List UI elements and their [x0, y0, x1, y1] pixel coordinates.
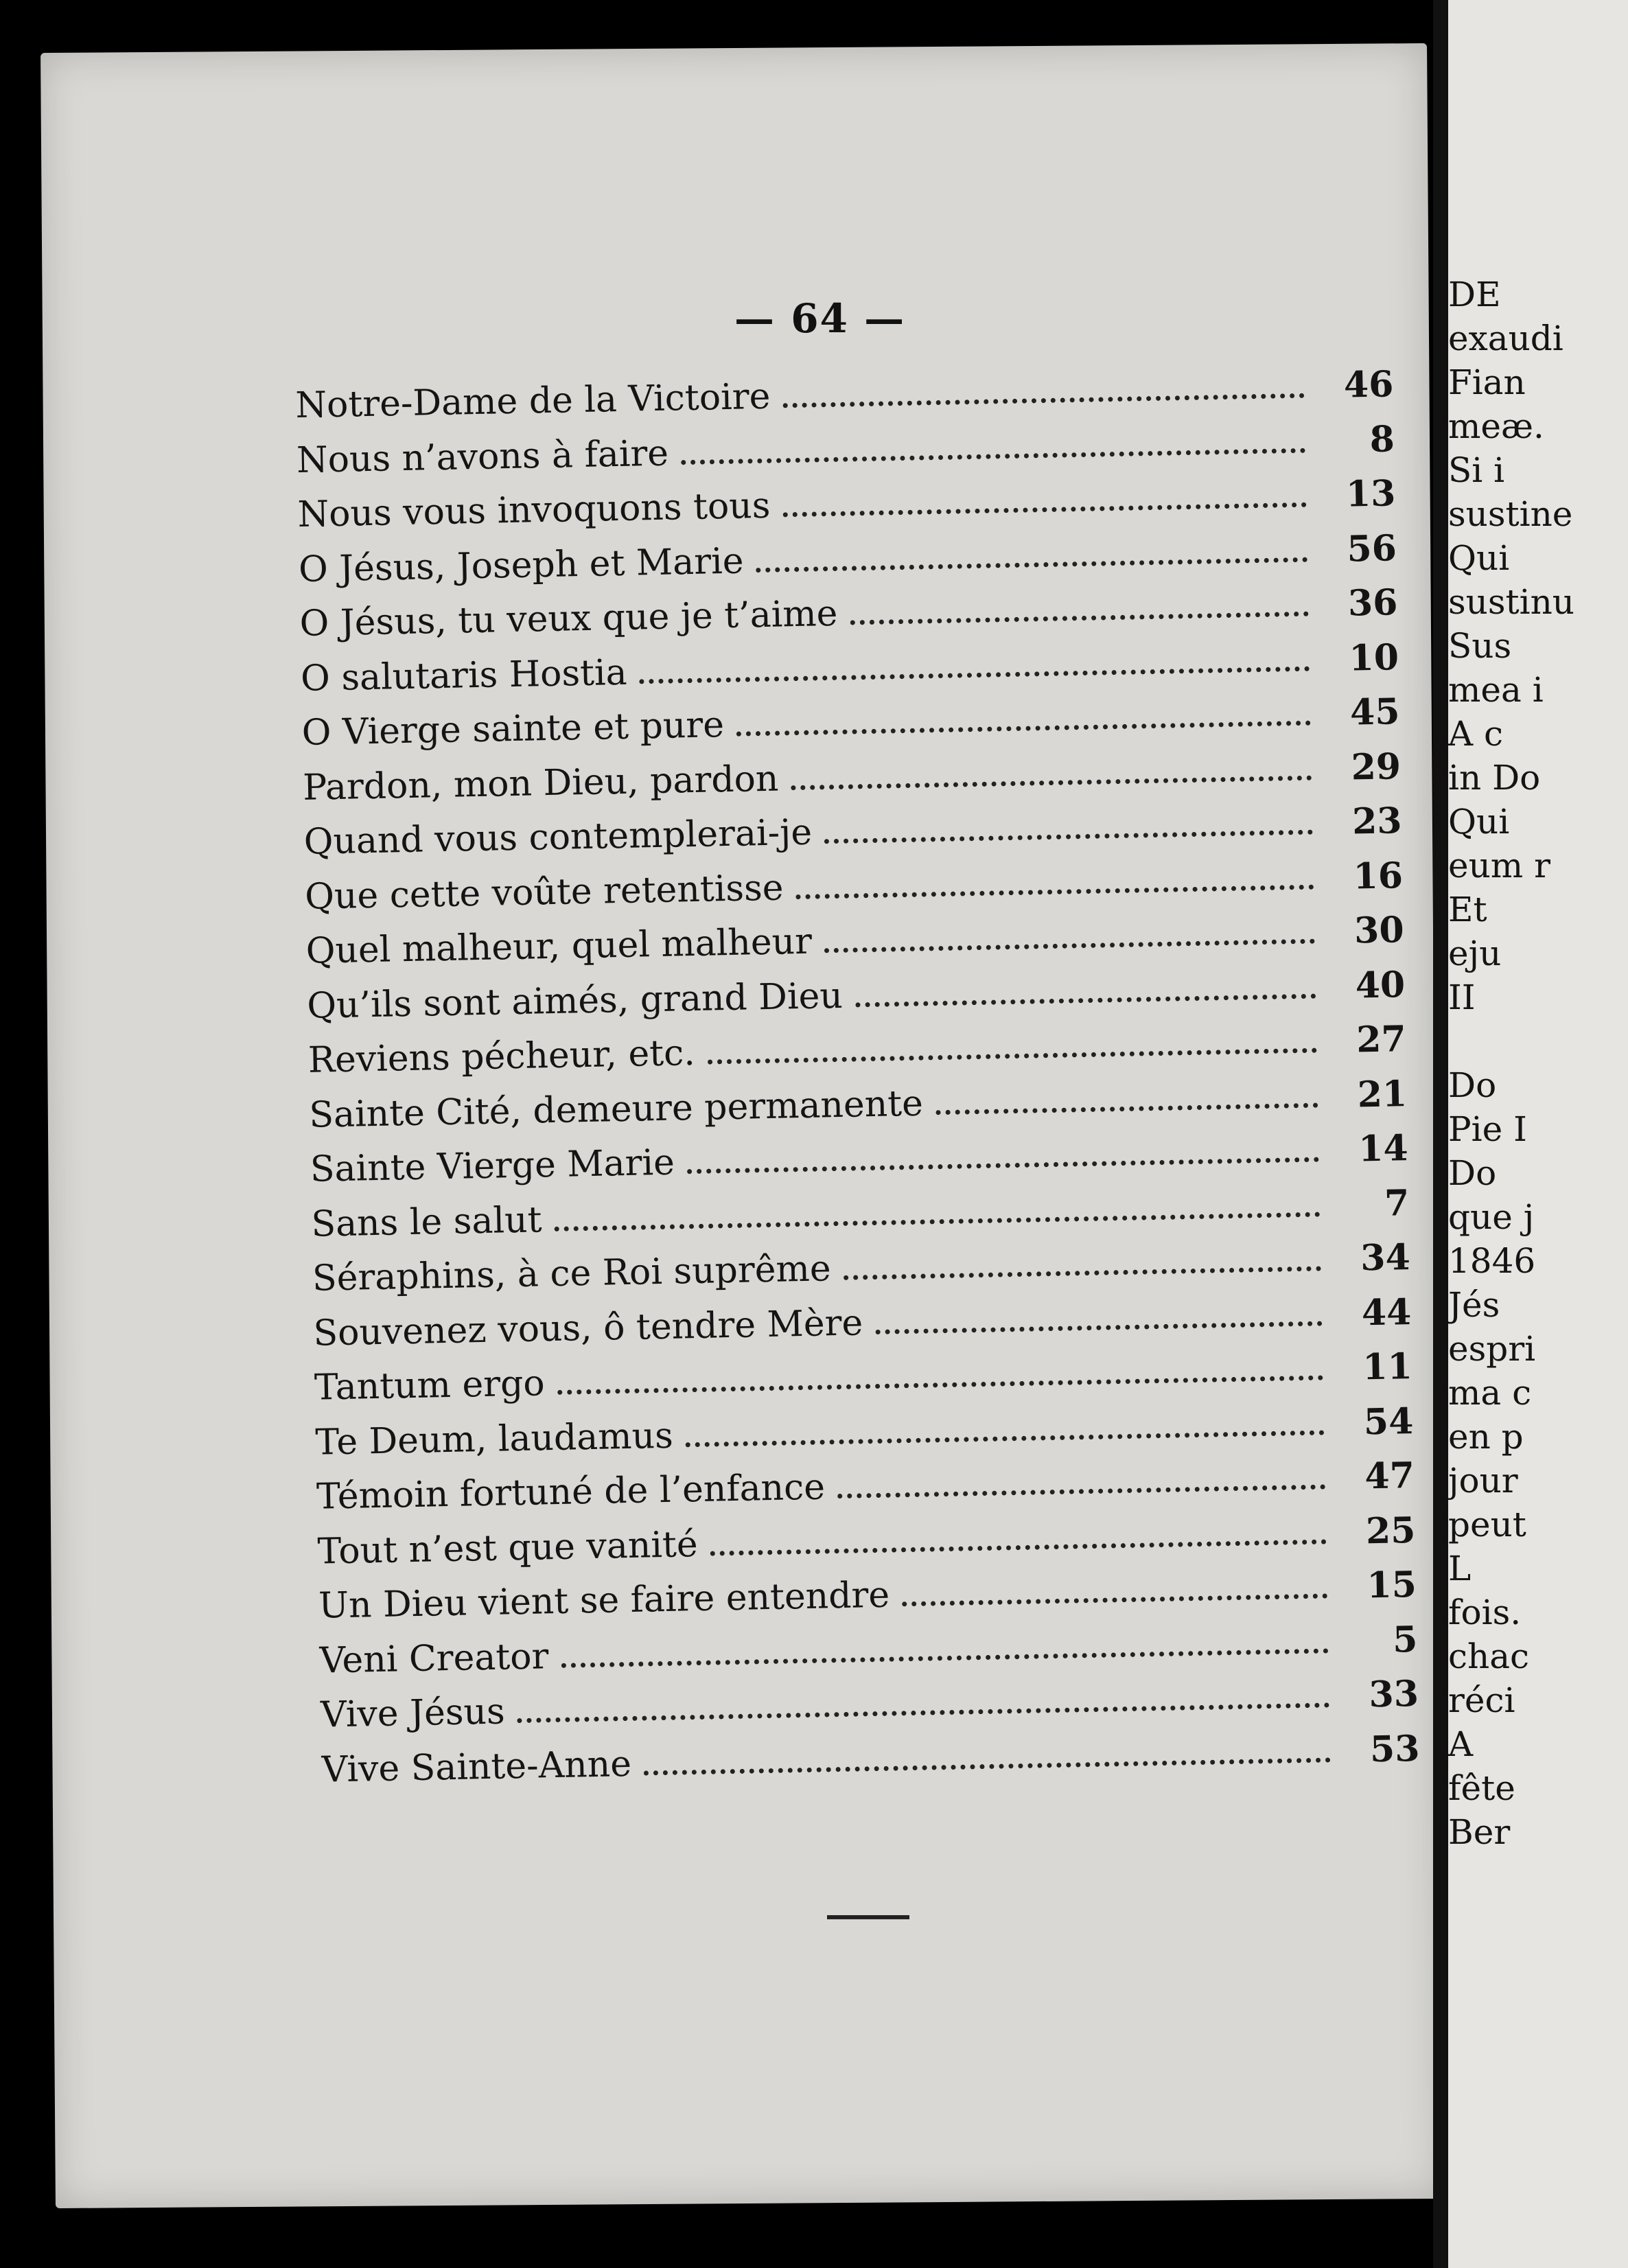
dot-leader [557, 1376, 1323, 1395]
dot-leader [824, 830, 1313, 844]
facing-page-line: Ber [1448, 1812, 1511, 1852]
dot-leader [640, 666, 1310, 684]
toc-entry-title: Vive Sainte-Anne [321, 1743, 632, 1791]
book-spine [1433, 0, 1448, 2268]
toc-entry-page: 46 [1343, 363, 1394, 406]
toc-entry-title: Te Deum, laudamus [315, 1415, 674, 1463]
toc-entry-page: 7 [1384, 1181, 1410, 1225]
toc-entry-title: Veni Creator [319, 1635, 549, 1682]
dot-leader [844, 1266, 1321, 1280]
toc-entry-page: 14 [1358, 1127, 1409, 1170]
toc-entry-page: 56 [1346, 526, 1397, 570]
toc-entry-page: 13 [1345, 472, 1396, 516]
right-page [1448, 0, 1628, 2268]
toc-entry-page: 5 [1392, 1618, 1418, 1661]
dot-leader [756, 557, 1308, 572]
dot-leader [555, 1212, 1321, 1231]
toc-entry-title: Sans le salut [310, 1199, 542, 1245]
facing-page-line: réci [1448, 1680, 1515, 1720]
toc-entry-page: 8 [1369, 417, 1395, 461]
toc-entry-title: Reviens pécheur, etc. [307, 1032, 696, 1081]
facing-page-line: sustinu [1448, 582, 1575, 622]
facing-page-line: espri [1448, 1329, 1536, 1369]
dot-leader [796, 884, 1314, 899]
dot-leader [736, 721, 1311, 737]
toc-entry-title: O Vierge sainte et pure [301, 704, 725, 754]
toc-entry-page: 11 [1362, 1345, 1413, 1389]
facing-page-line: Et [1448, 890, 1487, 929]
facing-page-line: in Do [1448, 758, 1541, 798]
facing-page-line: ma c [1448, 1373, 1532, 1413]
toc-entry-title: Tout n’est que vanité [317, 1523, 699, 1573]
toc-entry-title: Vive Jésus [320, 1691, 506, 1736]
facing-page-line: II [1448, 977, 1476, 1017]
facing-page-line: eju [1448, 934, 1502, 973]
toc-entry-title: O Jésus, tu veux que je t’aime [299, 592, 838, 645]
dot-leader [681, 448, 1305, 464]
dot-leader [686, 1430, 1325, 1447]
toc-entry-title: Sainte Vierge Marie [310, 1142, 675, 1190]
dot-leader [708, 1048, 1317, 1065]
dot-leader [791, 775, 1312, 790]
facing-page-line: exaudi [1448, 319, 1563, 358]
toc-entry-page: 30 [1353, 909, 1405, 952]
toc-entry-title: Quand vous contemplerai-je [303, 811, 813, 863]
toc-entry-title: Nous vous invoquons tous [297, 485, 771, 535]
facing-page-line: Do [1448, 1153, 1497, 1193]
dot-leader [518, 1702, 1329, 1723]
toc-entry-page: 44 [1361, 1291, 1412, 1334]
dot-leader [782, 393, 1304, 408]
toc-entry-page: 15 [1366, 1563, 1417, 1607]
toc-entry-title: Nous n’avons à faire [296, 432, 669, 481]
facing-page-line: Qui [1448, 802, 1510, 842]
page-number: — 64 — [734, 295, 906, 342]
dot-leader [855, 993, 1316, 1007]
facing-page-line: A [1448, 1724, 1474, 1764]
toc-entry-page: 25 [1365, 1509, 1416, 1552]
dot-leader [850, 612, 1309, 625]
facing-page-line: Jés [1448, 1285, 1500, 1325]
toc-entry-title: Que cette voûte retentisse [304, 866, 784, 918]
table-of-contents [295, 363, 1420, 1803]
facing-page-line: Sus [1448, 626, 1512, 666]
dot-leader [837, 1484, 1325, 1498]
dot-leader [783, 502, 1307, 518]
dot-leader [644, 1757, 1331, 1775]
toc-entry-page: 34 [1360, 1236, 1411, 1280]
dot-leader [824, 939, 1315, 953]
dot-leader [902, 1593, 1327, 1606]
toc-entry-title: Séraphins, à ce Roi suprême [312, 1248, 832, 1299]
toc-entry-page: 53 [1369, 1727, 1421, 1770]
facing-page-line: eum r [1448, 846, 1550, 886]
facing-page-line: en p [1448, 1417, 1524, 1457]
facing-page-line: Qui [1448, 538, 1510, 578]
toc-entry-title: O salutaris Hostia [300, 651, 628, 699]
toc-entry-page: 54 [1363, 1400, 1414, 1443]
facing-page-text [1448, 275, 1628, 1856]
facing-page-line: Do [1448, 1065, 1497, 1105]
end-rule [827, 1915, 909, 1919]
facing-page-line: que j [1448, 1197, 1535, 1237]
toc-entry-page: 23 [1351, 800, 1403, 843]
toc-entry-page: 45 [1349, 691, 1401, 734]
toc-entry-page: 33 [1368, 1672, 1419, 1716]
toc-entry-title: Sainte Cité, demeure permanente [308, 1083, 924, 1136]
facing-page-line: L [1448, 1549, 1472, 1588]
toc-entry-page: 16 [1353, 854, 1404, 898]
facing-page-line: fois. [1448, 1593, 1522, 1632]
toc-entry-title: Notre-Dame de la Victoire [295, 375, 771, 426]
toc-entry-page: 21 [1357, 1072, 1408, 1115]
toc-entry-title: Souvenez vous, ô tendre Mère [312, 1301, 863, 1354]
toc-entry-page: 29 [1351, 745, 1402, 789]
toc-entry-title: Témoin fortuné de l’enfance [316, 1466, 826, 1518]
facing-page-line [1448, 1021, 1628, 1065]
toc-entry-title: Qu’ils sont aimés, grand Dieu [306, 975, 844, 1027]
toc-entry-title: Pardon, mon Dieu, pardon [302, 758, 779, 809]
facing-page-line: Pie I [1448, 1109, 1527, 1149]
toc-entry-page: 36 [1347, 581, 1398, 625]
facing-page-line: meæ. [1448, 406, 1544, 446]
facing-page-line: jour [1448, 1461, 1518, 1501]
facing-page-line: peut [1448, 1505, 1526, 1544]
facing-page-line: fête [1448, 1768, 1515, 1808]
dot-leader [687, 1157, 1319, 1174]
toc-entry-title: Tantum ergo [314, 1363, 546, 1409]
toc-entry-title: O Jésus, Joseph et Marie [298, 540, 744, 590]
facing-page-line: sustine [1448, 494, 1573, 534]
toc-entry-title: Quel malheur, quel malheur [305, 921, 813, 972]
toc-entry-title: Un Dieu vient se faire entendre [318, 1574, 890, 1627]
facing-page-line: mea i [1448, 670, 1544, 710]
dot-leader [875, 1321, 1322, 1334]
toc-entry-page: 27 [1356, 1018, 1407, 1061]
dot-leader [561, 1648, 1329, 1667]
toc-entry-page: 47 [1364, 1454, 1415, 1498]
facing-page-line: 1846 [1448, 1241, 1536, 1281]
toc-entry-page: 10 [1348, 636, 1399, 680]
facing-page-line: Si i [1448, 450, 1505, 490]
toc-entry-page: 40 [1355, 963, 1406, 1007]
dot-leader [710, 1539, 1327, 1555]
facing-page-line: A c [1448, 714, 1504, 754]
facing-page-line: DE [1448, 275, 1501, 314]
facing-page-line: Fian [1448, 362, 1526, 402]
facing-page-line: chac [1448, 1636, 1530, 1676]
dot-leader [935, 1102, 1318, 1115]
